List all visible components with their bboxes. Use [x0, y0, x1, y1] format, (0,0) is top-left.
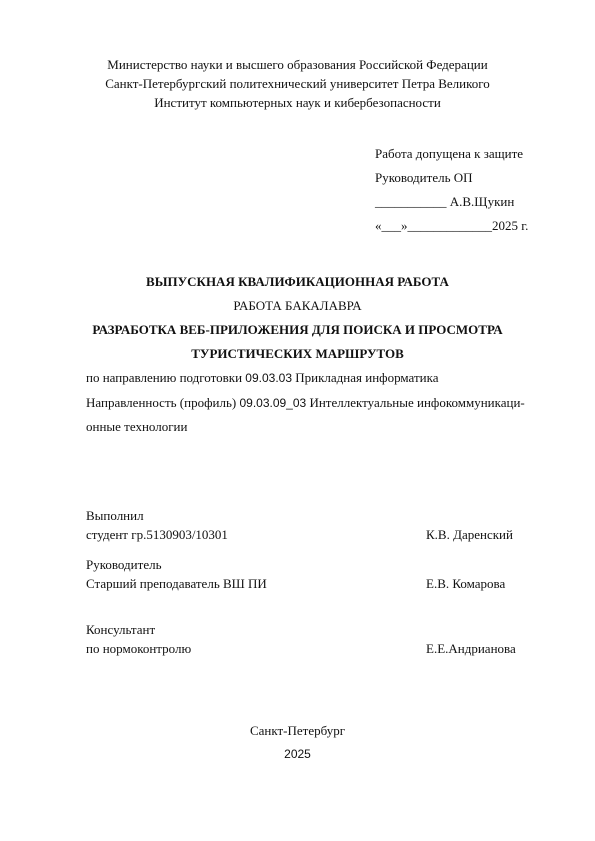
approval-admitted: Работа допущена к защите — [375, 146, 524, 161]
performer-role: студент гр.5130903/10301 — [86, 527, 228, 542]
profile-name-2: онные технологии — [86, 419, 188, 434]
direction-name: Прикладная информатика — [292, 370, 439, 385]
direction-line — [86, 370, 439, 386]
profile-line — [86, 395, 525, 411]
consultant-name: Е.Е.Андрианова — [426, 641, 516, 656]
university-name: Санкт-Петербургский политехнический университет Петра Великого — [105, 76, 490, 91]
supervisor-name: Е.В. Комарова — [426, 576, 506, 591]
consultant-role: по нормоконтролю — [86, 641, 192, 656]
approval-head: Руководитель ОП — [375, 170, 473, 185]
performer-name: К.В. Даренский — [426, 527, 513, 542]
direction-code: 09.03.03 — [245, 371, 293, 385]
institute-name: Институт компьютерных наук и кибербезопасности — [154, 95, 441, 110]
direction-prefix: по направлению подготовки — [86, 370, 246, 385]
work-type: ВЫПУСКНАЯ КВАЛИФИКАЦИОННАЯ РАБОТА — [146, 274, 449, 289]
profile-prefix: Направленность (профиль) — [86, 395, 240, 410]
approval-date: «___»_____________2025 г. — [375, 218, 529, 233]
supervisor-role: Старший преподаватель ВШ ПИ — [86, 576, 267, 591]
profile-code: 09.03.09_03 — [239, 396, 307, 410]
profile-name-1: Интеллектуальные инфокоммуникаци- — [306, 395, 525, 410]
topic-line-2: ТУРИСТИЧЕСКИХ МАРШРУТОВ — [191, 346, 404, 361]
ministry-name: Министерство науки и высшего образования Российской Федерации — [107, 57, 488, 72]
topic-line-1: РАЗРАБОТКА ВЕБ-ПРИЛОЖЕНИЯ ДЛЯ ПОИСКА И ПРОСМОТРА — [92, 322, 503, 337]
performer-label: Выполнил — [86, 508, 144, 523]
approval-signature: ___________ А.В.Щукин — [375, 194, 515, 209]
footer-city: Санкт-Петербург — [249, 723, 346, 738]
footer-year: 2025 — [284, 747, 311, 761]
work-subtype: РАБОТА БАКАЛАВРА — [233, 298, 362, 313]
supervisor-label: Руководитель — [86, 557, 162, 572]
consultant-label: Консультант — [86, 622, 156, 637]
